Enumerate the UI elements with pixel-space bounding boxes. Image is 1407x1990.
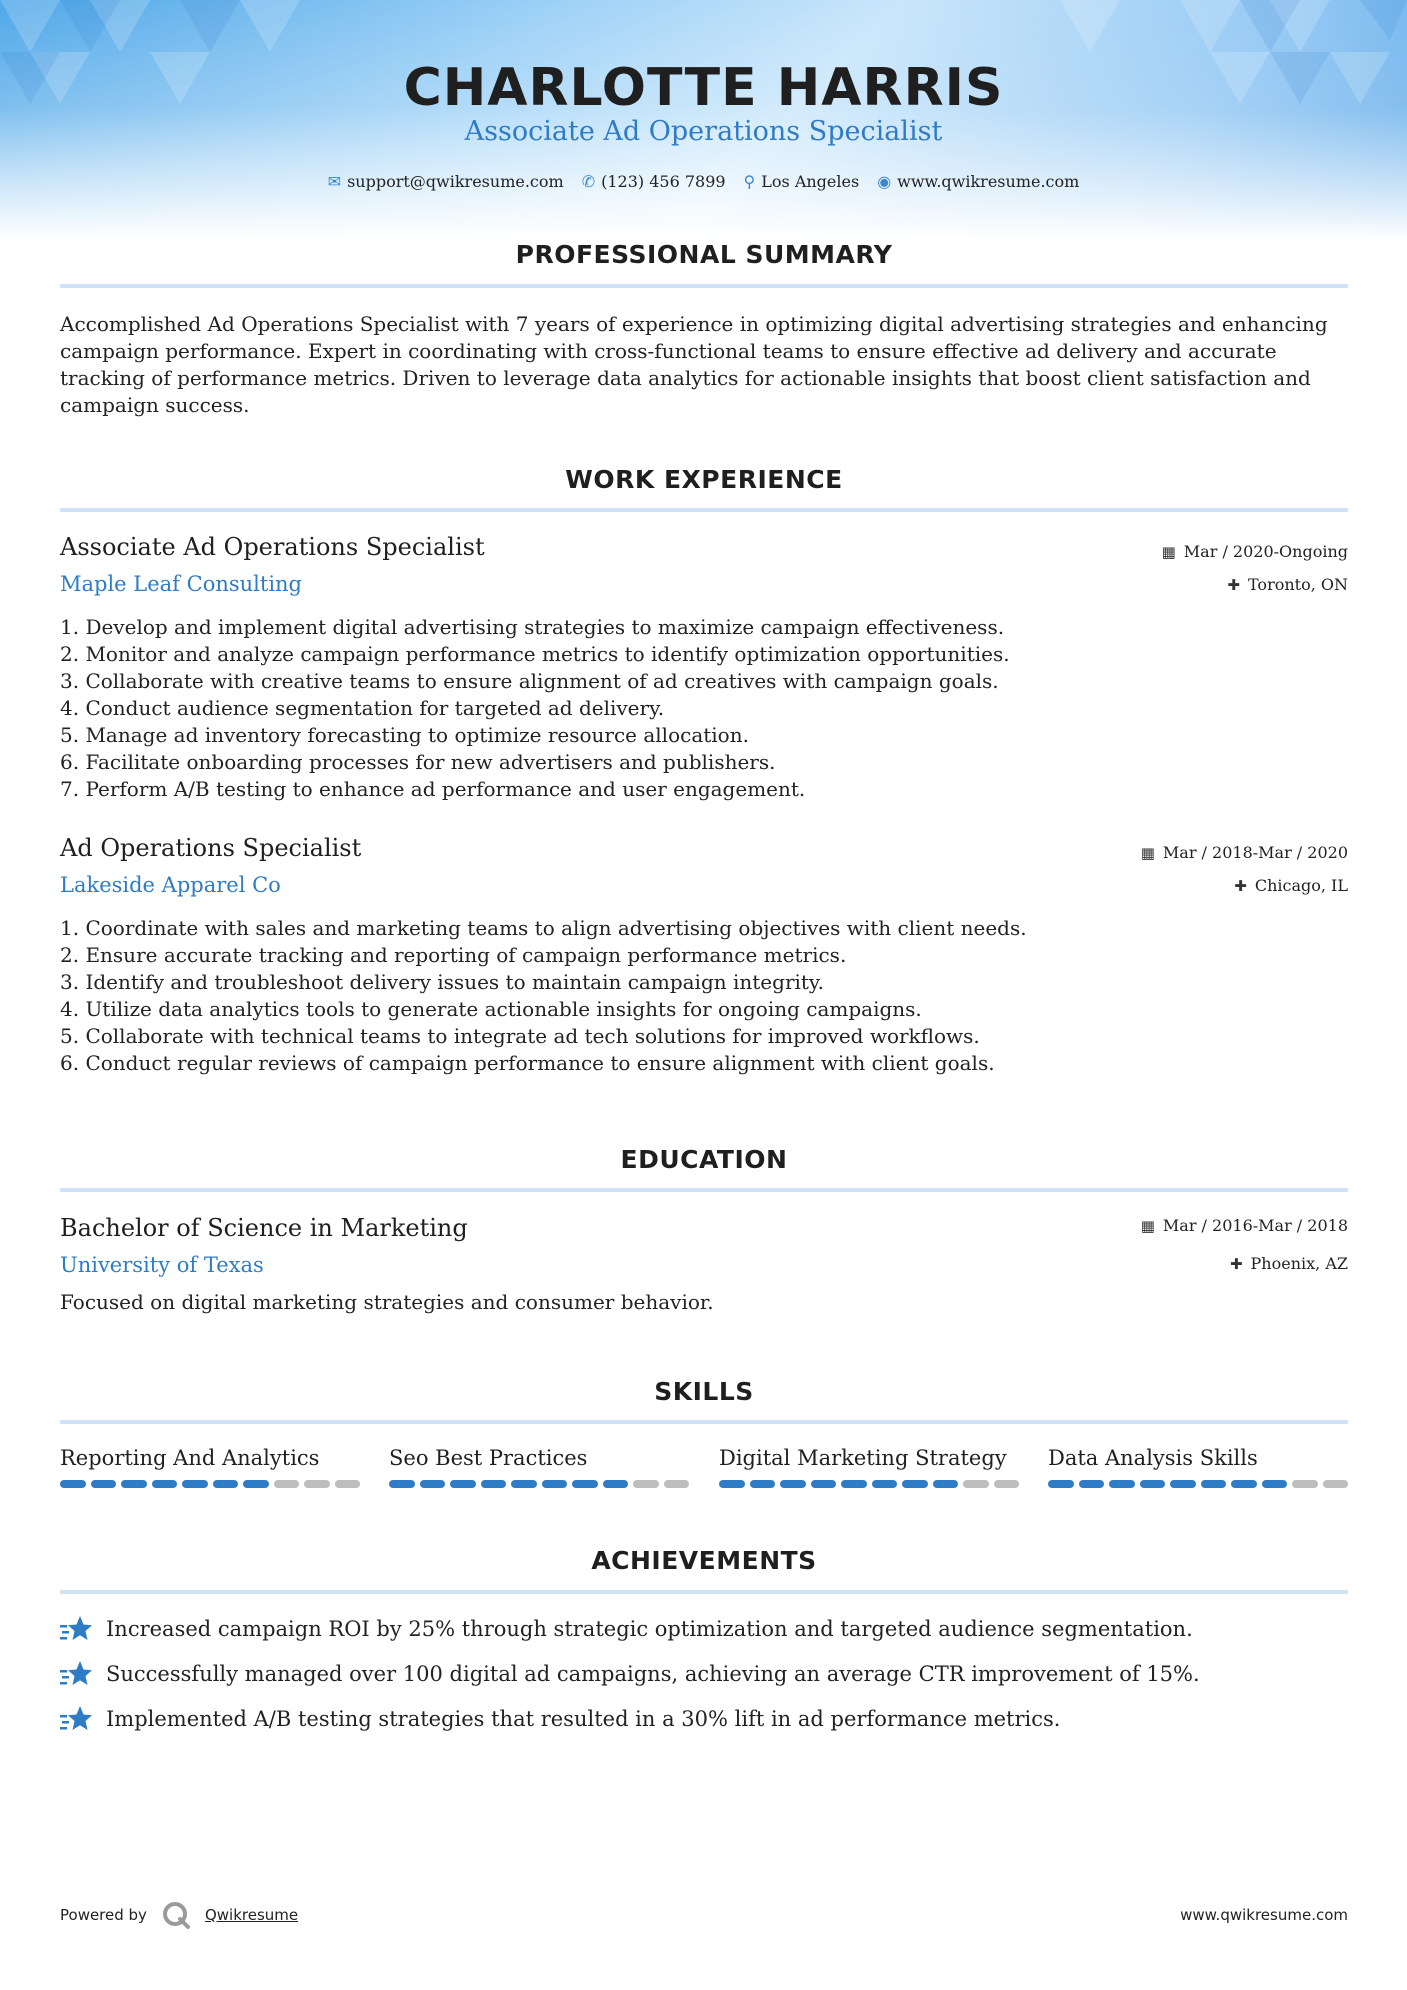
pushpin-icon: ✚ [1229, 1254, 1243, 1273]
skill-segment-filled [811, 1480, 837, 1488]
achievement-text: Implemented A/B testing strategies that resulted in a 30% lift in ad performance metrics. [106, 1707, 1061, 1731]
skill-segment-filled [60, 1480, 86, 1488]
skill-segment-empty [963, 1480, 989, 1488]
header-banner [0, 0, 1407, 240]
skill-item [389, 1446, 689, 1488]
list-item: 5. Manage ad inventory forecasting to optimize resource allocation. [60, 723, 749, 747]
education-degree: Bachelor of Science in Marketing [60, 1214, 468, 1242]
skill-name: Seo Best Practices [389, 1446, 588, 1470]
skill-segment-filled [572, 1480, 598, 1488]
list-item: 2. Ensure accurate tracking and reporting of campaign performance metrics. [60, 943, 847, 967]
job-dates-text: Mar / 2018-Mar / 2020 [1162, 843, 1348, 862]
location-text: Los Angeles [761, 172, 860, 191]
skill-segment-filled [902, 1480, 928, 1488]
education-description: Focused on digital marketing strategies and consumer behavior. [60, 1290, 714, 1314]
job-dates-text: Mar / 2020-Ongoing [1183, 542, 1348, 561]
map-pin-icon: ⚲ [743, 172, 756, 191]
achievement-text: Increased campaign ROI by 25% through strategic optimization and targeted audience segmentation. [106, 1617, 1193, 1641]
list-item: 4. Conduct audience segmentation for targeted ad delivery. [60, 696, 665, 720]
calendar-icon: ▦ [1161, 542, 1176, 561]
skill-segment-filled [1231, 1480, 1257, 1488]
achievements-divider [60, 1590, 1348, 1594]
pushpin-icon: ✚ [1234, 876, 1247, 895]
skill-segment-filled [91, 1480, 117, 1488]
skill-segment-filled [450, 1480, 476, 1488]
footer-powered-by [60, 1900, 298, 1930]
skill-segment-filled [182, 1480, 208, 1488]
skill-segment-empty [994, 1480, 1020, 1488]
education-location-text: Phoenix, AZ [1250, 1254, 1348, 1273]
email-text: support@qwikresume.com [347, 172, 564, 191]
skill-item [1048, 1446, 1348, 1488]
powered-by-label: Powered by [60, 1906, 147, 1924]
skill-item [60, 1446, 360, 1488]
job-company: Maple Leaf Consulting [60, 572, 303, 596]
contact-website[interactable] [877, 172, 1079, 191]
skill-rating-bar [60, 1480, 360, 1488]
job-location-text: Chicago, IL [1254, 876, 1348, 895]
skill-segment-empty [335, 1480, 361, 1488]
achievement-text: Successfully managed over 100 digital ad campaigns, achieving an average CTR improvement of 15%. [106, 1662, 1200, 1686]
candidate-role: Associate Ad Operations Specialist [464, 116, 943, 147]
achievement-item [60, 1614, 1193, 1644]
footer-website[interactable]: www.qwikresume.com [1180, 1906, 1348, 1924]
job-bullets [60, 614, 1340, 803]
list-item: 6. Facilitate onboarding processes for new advertisers and publishers. [60, 750, 776, 774]
skill-segment-filled [121, 1480, 147, 1488]
pushpin-icon: ✚ [1227, 575, 1240, 594]
skill-segment-empty [664, 1480, 690, 1488]
job-title: Ad Operations Specialist [60, 834, 362, 862]
envelope-icon: ✉ [327, 172, 342, 191]
skill-segment-filled [1262, 1480, 1288, 1488]
star-icon [60, 1704, 94, 1734]
calendar-icon: ▦ [1140, 1216, 1155, 1235]
list-item: 5. Collaborate with technical teams to integrate ad tech solutions for improved workflows. [60, 1024, 980, 1048]
skill-segment-filled [872, 1480, 898, 1488]
list-item: 1. Develop and implement digital advertising strategies to maximize campaign effectiveness. [60, 615, 1005, 639]
skill-segment-filled [420, 1480, 446, 1488]
star-icon [60, 1614, 94, 1644]
education-heading: EDUCATION [620, 1145, 788, 1174]
skill-segment-filled [841, 1480, 867, 1488]
contact-phone[interactable] [582, 172, 726, 191]
skill-rating-bar [389, 1480, 689, 1488]
skill-segment-filled [243, 1480, 269, 1488]
education-dates [1141, 1216, 1348, 1235]
skill-segment-filled [1170, 1480, 1196, 1488]
skill-segment-filled [213, 1480, 239, 1488]
achievement-item [60, 1704, 1060, 1734]
experience-divider [60, 508, 1348, 512]
skill-rating-bar [719, 1480, 1019, 1488]
phone-text: (123) 456 7899 [601, 172, 726, 191]
list-item: 7. Perform A/B testing to enhance ad performance and user engagement. [60, 777, 806, 801]
skill-segment-filled [603, 1480, 629, 1488]
summary-heading: PROFESSIONAL SUMMARY [515, 240, 893, 269]
skill-name: Digital Marketing Strategy [719, 1446, 1007, 1470]
skill-segment-filled [389, 1480, 415, 1488]
skills-heading: SKILLS [654, 1377, 754, 1406]
skill-segment-filled [511, 1480, 537, 1488]
contact-location [744, 172, 860, 191]
skill-rating-bar [1048, 1480, 1348, 1488]
qwikresume-logo-icon [161, 1900, 191, 1930]
skill-segment-filled [719, 1480, 745, 1488]
summary-divider [60, 284, 1348, 288]
skill-segment-filled [1048, 1480, 1074, 1488]
education-school: University of Texas [60, 1253, 264, 1277]
skill-segment-filled [1140, 1480, 1166, 1488]
job-location [1234, 876, 1348, 895]
website-text: www.qwikresume.com [897, 172, 1080, 191]
list-item: 1. Coordinate with sales and marketing teams to align advertising objectives with client needs. [60, 916, 1027, 940]
experience-heading: WORK EXPERIENCE [565, 465, 843, 494]
job-bullets [60, 915, 1340, 1077]
skill-segment-empty [1323, 1480, 1349, 1488]
skill-segment-empty [1292, 1480, 1318, 1488]
education-divider [60, 1188, 1348, 1192]
calendar-icon: ▦ [1140, 843, 1155, 862]
globe-icon: ◉ [877, 172, 892, 191]
achievement-item [60, 1659, 1200, 1689]
job-dates [1162, 542, 1348, 561]
skill-segment-filled [152, 1480, 178, 1488]
skill-item [719, 1446, 1019, 1488]
list-item: 4. Utilize data analytics tools to generate actionable insights for ongoing campaigns. [60, 997, 922, 1021]
job-dates [1141, 843, 1348, 862]
skill-segment-filled [1109, 1480, 1135, 1488]
skill-segment-filled [542, 1480, 568, 1488]
education-location [1230, 1254, 1348, 1273]
skills-divider [60, 1420, 1348, 1424]
skill-segment-filled [750, 1480, 776, 1488]
candidate-name: CHARLOTTE HARRIS [403, 58, 1004, 118]
job-title: Associate Ad Operations Specialist [60, 533, 485, 561]
skill-name: Data Analysis Skills [1048, 1446, 1258, 1470]
education-dates-text: Mar / 2016-Mar / 2018 [1162, 1216, 1348, 1235]
phone-icon: ✆ [581, 172, 596, 191]
skill-segment-empty [304, 1480, 330, 1488]
summary-text: Accomplished Ad Operations Specialist with 7 years of experience in optimizing digital advertising strategies and enhancing campaign performance. Expert in coordinating with cross-functional teams to ensure effective ad delivery and accurate tracking of performance metrics. Driven to leverage data analytics for actionable insights that boost client satisfaction and campaign success. [60, 312, 1328, 417]
list-item: 6. Conduct regular reviews of campaign performance to ensure alignment with client goals. [60, 1051, 995, 1075]
job-location [1227, 575, 1348, 594]
achievements-heading: ACHIEVEMENTS [591, 1546, 817, 1575]
skill-segment-empty [633, 1480, 659, 1488]
list-item: 3. Identify and troubleshoot delivery issues to maintain campaign integrity. [60, 970, 824, 994]
brand-link[interactable]: Qwikresume [204, 1906, 299, 1924]
skill-segment-filled [1079, 1480, 1105, 1488]
contact-bar [0, 172, 1407, 191]
job-company: Lakeside Apparel Co [60, 873, 281, 897]
contact-email[interactable] [328, 172, 564, 191]
list-item: 3. Collaborate with creative teams to ensure alignment of ad creatives with campaign goals. [60, 669, 999, 693]
star-icon [60, 1659, 94, 1689]
skill-name: Reporting And Analytics [60, 1446, 320, 1470]
job-location-text: Toronto, ON [1248, 575, 1348, 594]
list-item: 2. Monitor and analyze campaign performance metrics to identify optimization opportunities. [60, 642, 1010, 666]
skill-segment-filled [481, 1480, 507, 1488]
skill-segment-filled [780, 1480, 806, 1488]
skill-segment-empty [274, 1480, 300, 1488]
skill-segment-filled [933, 1480, 959, 1488]
skill-segment-filled [1201, 1480, 1227, 1488]
